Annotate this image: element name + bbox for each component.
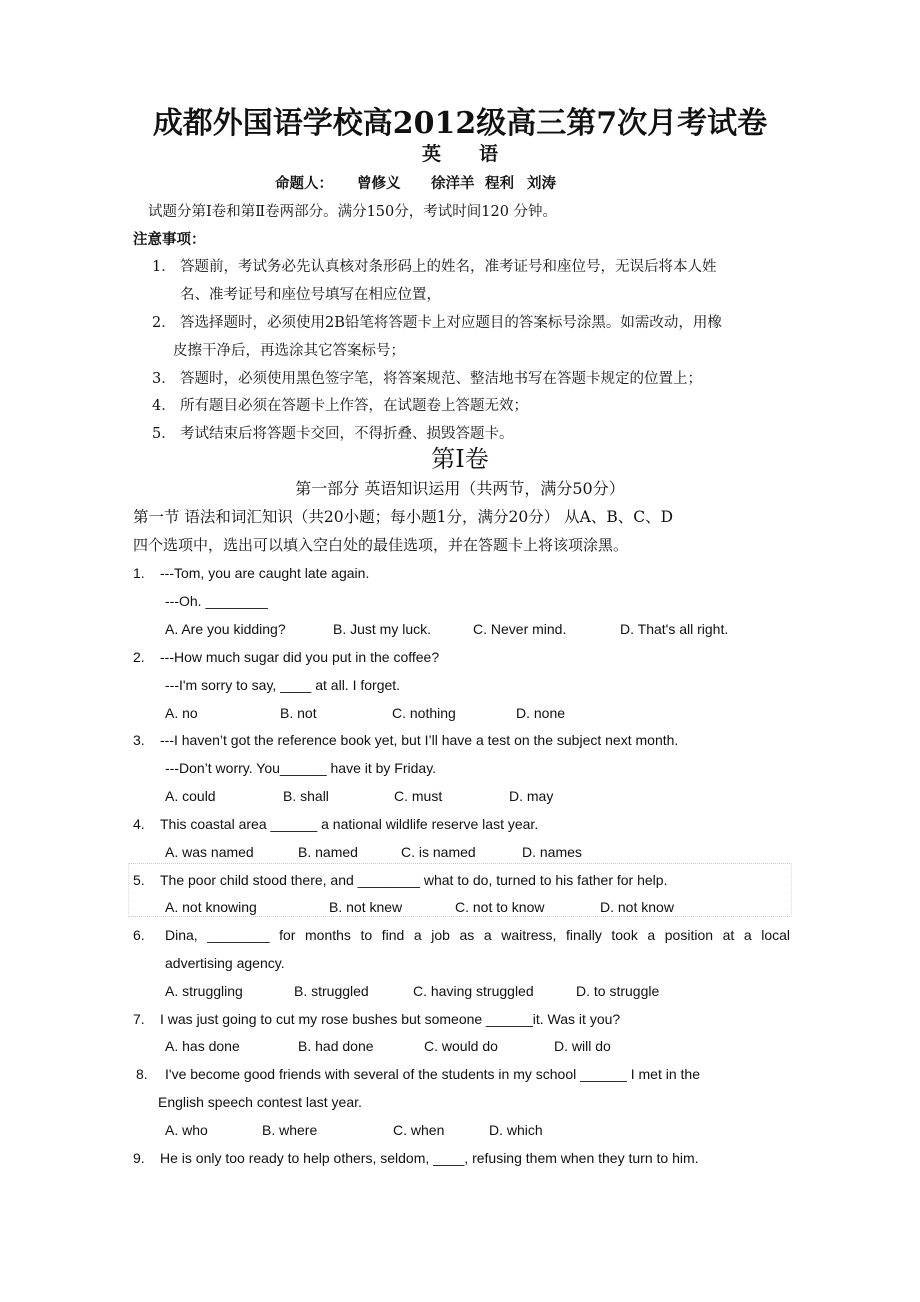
answer-option: A. was named [165,844,254,860]
question-number: 7. [133,1011,145,1027]
question-text: ---I haven’t got the reference book yet, but I’ll have a test on the subject next month. [160,732,679,748]
note-text: 答选择题时，必须使用2B铅笔将答题卡上对应题目的答案标号涂黑。如需改动，用橡 [180,315,722,331]
answer-option: D. none [516,705,566,721]
section-heading: 第一节 语法和词汇知识（共20小题；每小题1分，满分20分） 从A、B、C、D [133,508,674,526]
part-heading: 第一部分 英语知识运用（共两节，满分50分） [295,479,625,498]
volume-heading: 第Ⅰ卷 [431,445,489,473]
note-number: 3． [152,371,176,387]
note-number: 4． [152,398,176,414]
section-instructions: 四个选项中，选出可以填入空白处的最佳选项，并在答题卡上将该项涂黑。 [133,536,629,554]
note-text: 所有题目必须在答题卡上作答，在试题卷上答题无效； [180,398,528,414]
answer-option: C. not to know [455,899,545,915]
answer-option: C. would do [424,1038,498,1054]
answer-option: B. had done [298,1038,374,1054]
answer-option: D. That's all right. [620,621,729,637]
answer-option: A. has done [165,1038,240,1054]
answer-option: A. Are you kidding? [165,621,286,637]
answer-option: D. may [509,788,554,804]
question-text: ---I'm sorry to say, ____ at all. I forget. [165,677,401,693]
intro-text: 试题分第Ⅰ卷和第Ⅱ卷两部分。满分150分，考试时间120 分钟。 [148,204,558,220]
question-text: English speech contest last year. [158,1094,362,1110]
authors-label: 命题人： [275,175,333,192]
question-number: 3. [133,732,145,748]
question-text: He is only too ready to help others, seldom, ____, refusing them when they turn to him. [160,1150,699,1166]
question-number: 8. [136,1066,148,1082]
answer-option: A. who [165,1122,208,1138]
author: 刘涛 [527,175,556,192]
answer-option: C. must [394,788,443,804]
question-text: ---Tom, you are caught late again. [160,565,370,581]
answer-option: A. could [165,788,216,804]
note-text: 名、准考证号和座位号填写在相应位置， [180,287,441,303]
question-number: 6. [133,927,145,943]
answer-option: A. no [165,705,198,721]
author: 曾修义 [357,175,401,192]
author: 徐洋羊 [431,175,475,192]
question-text: I was just going to cut my rose bushes but someone ______it. Was it you? [160,1011,621,1027]
answer-option: C. nothing [392,705,456,721]
answer-option: B. where [262,1122,318,1138]
answer-option: D. will do [554,1038,611,1054]
question-number: 5. [133,872,145,888]
answer-option: D. not know [600,899,674,915]
question-text: ---Don’t worry. You______ have it by Friday. [165,760,437,776]
question-text: I've become good friends with several of the students in my school ______ I met in the [165,1066,700,1082]
question-text: Dina, ________ for months to find a job as a waitress, finally took a position at a local [165,927,790,943]
question-number: 4. [133,816,145,832]
answer-option: B. not knew [329,899,403,915]
note-number: 2． [152,315,176,331]
subject-title: 英 语 [421,143,498,165]
note-text: 考试结束后将答题卡交回，不得折叠、损毁答题卡。 [180,426,514,442]
note-number: 1． [152,259,176,275]
question-text: ---How much sugar did you put in the coffee? [160,649,440,665]
answer-option: B. shall [283,788,329,804]
answer-option: D. names [522,844,582,860]
note-number: 5． [152,426,176,442]
note-text: 答题前，考试务必先认真核对条形码上的姓名，准考证号和座位号，无误后将本人姓 [180,259,717,275]
answer-option: B. struggled [294,983,369,999]
note-text: 皮擦干净后，再选涂其它答案标号； [173,343,405,359]
question-text: The poor child stood there, and ________ what to do, turned to his father for help. [160,872,668,888]
exam-title: 成都外国语学校高2012级高三第7次月考试卷 [152,106,768,141]
answer-option: A. not knowing [165,899,257,915]
answer-option: C. when [393,1122,445,1138]
question-text: advertising agency. [165,955,285,971]
answer-option: B. not [280,705,317,721]
answer-option: C. having struggled [413,983,534,999]
author: 程利 [485,175,514,192]
note-text: 答题时，必须使用黑色签字笔，将答案规范、整洁地书写在答题卡规定的位置上； [180,371,702,387]
answer-option: A. struggling [165,983,243,999]
answer-option: B. Just my luck. [333,621,432,637]
answer-option: C. is named [401,844,476,860]
answer-option: B. named [298,844,358,860]
answer-option: D. to struggle [576,983,660,999]
authors-line [275,174,556,194]
question-text: This coastal area ______ a national wildlife reserve last year. [160,816,539,832]
question-number: 1. [133,565,145,581]
answer-option: D. which [489,1122,543,1138]
question-text: ---Oh. ________ [165,593,268,609]
question-number: 2. [133,649,145,665]
question-number: 9. [133,1150,145,1166]
answer-option: C. Never mind. [473,621,567,637]
notes-heading: 注意事项： [133,231,206,248]
